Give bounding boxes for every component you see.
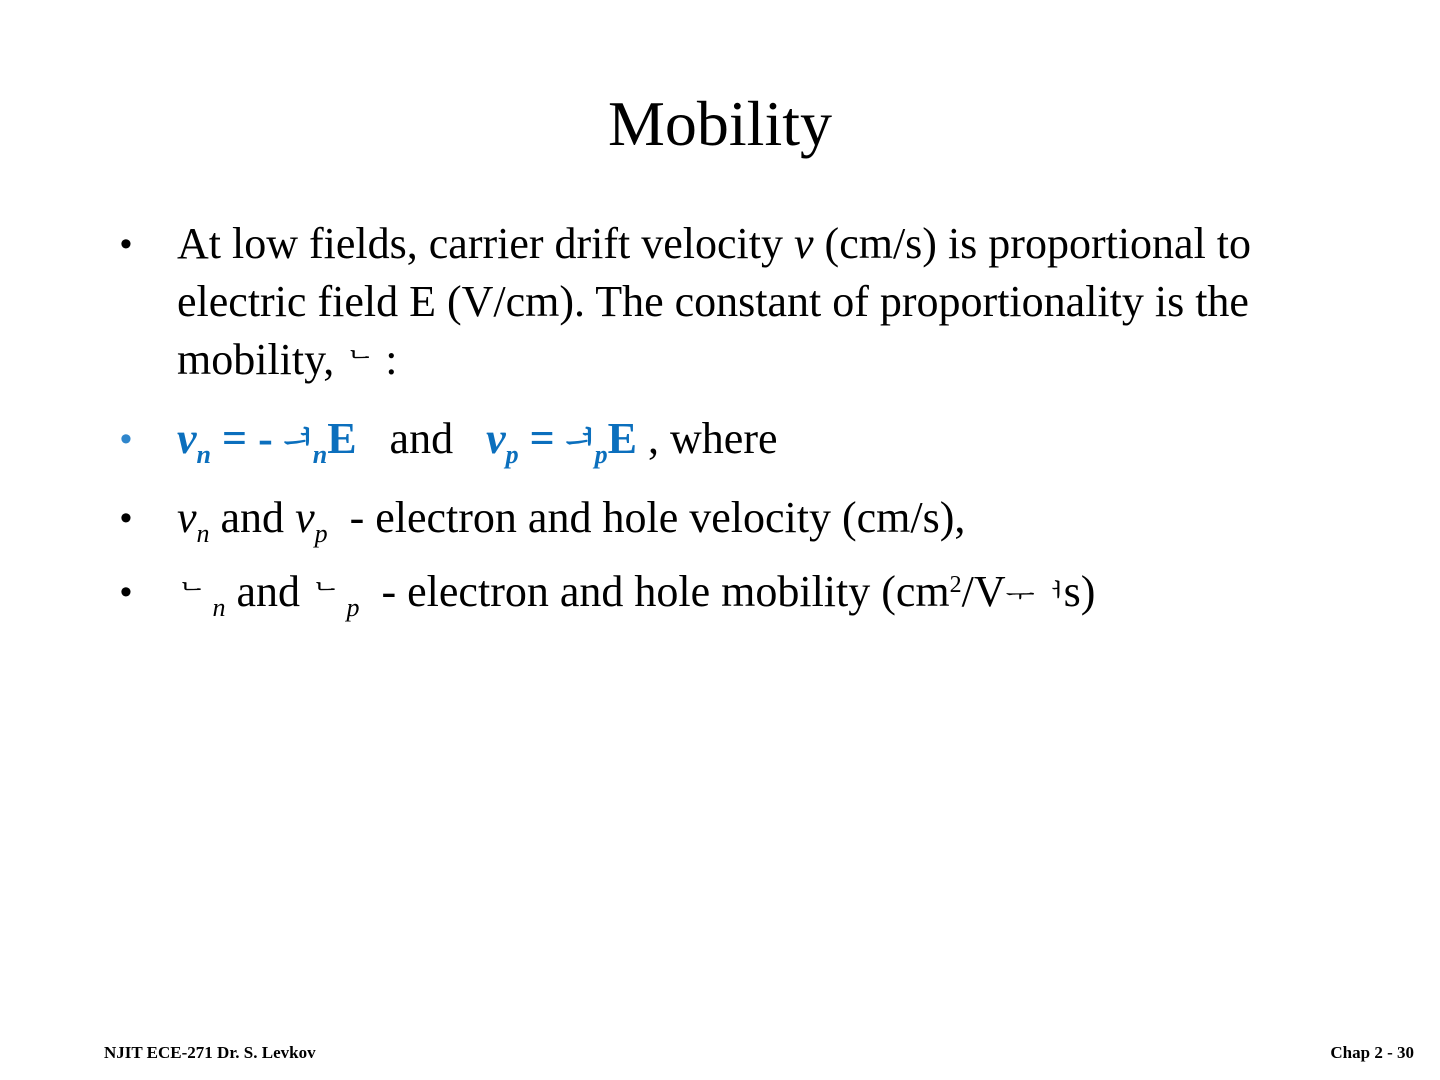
bullet-4 xyxy=(120,563,1320,626)
bullet-dot: • xyxy=(120,499,132,537)
vn-subscript: n xyxy=(196,440,211,469)
bullet-dot: • xyxy=(120,573,132,611)
equation-part: = - xyxy=(211,414,284,463)
units-superscript: 2 xyxy=(949,572,962,598)
bullet-1-text-a: At low fields, carrier drift velocity xyxy=(177,219,795,268)
bullet-list xyxy=(120,215,1320,642)
field-symbol: E xyxy=(327,414,357,463)
bullet-1-text-c: : xyxy=(374,335,398,384)
where-text: , where xyxy=(637,414,778,463)
vp-subscript: p xyxy=(314,519,328,548)
vp-symbol: v xyxy=(486,414,506,463)
bullet-2 xyxy=(120,410,1320,473)
mu-n-symbol: ᅳᅥ xyxy=(283,426,313,461)
footer-page-number: Chap 2 - 30 xyxy=(1330,1043,1414,1062)
and-text: and xyxy=(225,567,312,616)
mu-symbol: ᄂ xyxy=(345,347,375,382)
multiply-dot-symbol: ᅮᅥ xyxy=(1005,579,1064,614)
field-symbol: E xyxy=(607,414,638,463)
bullet-3 xyxy=(120,489,1320,547)
mu-p-subscript: p xyxy=(340,593,360,622)
mu-p-subscript: p xyxy=(594,440,608,469)
units-text: /V xyxy=(961,567,1006,616)
and-text: and xyxy=(356,414,487,463)
bullet-4-description: - electron and hole mobility (cm xyxy=(359,567,950,616)
bullet-dot: • xyxy=(120,225,132,263)
bullet-1-text-b: (cm/s) is proportional to electric field E (V/cm). The constant of proportionality is the mobility, xyxy=(177,219,1252,384)
velocity-symbol: v xyxy=(794,219,814,268)
vn-subscript: n xyxy=(196,519,210,548)
vp-symbol: v xyxy=(295,493,315,542)
mu-p-symbol: ᅳᅥ xyxy=(565,426,595,461)
bullet-dot: • xyxy=(120,420,132,458)
mu-n-subscript: n xyxy=(312,440,328,469)
units-text-end: s) xyxy=(1063,567,1096,616)
mu-n-symbol: ᄂ xyxy=(177,579,206,614)
bullet-3-description: - electron and hole velocity (cm/s), xyxy=(327,493,966,542)
vp-subscript: p xyxy=(505,440,519,469)
slide-title: Mobility xyxy=(607,88,833,159)
footer-author: NJIT ECE-271 Dr. S. Levkov xyxy=(104,1043,316,1062)
vn-symbol: v xyxy=(177,414,197,463)
and-text: and xyxy=(209,493,296,542)
mu-n-subscript: n xyxy=(205,593,226,622)
vn-symbol: v xyxy=(177,493,197,542)
mu-p-symbol: ᄂ xyxy=(311,579,340,614)
bullet-1 xyxy=(120,215,1320,394)
equation-part: = xyxy=(518,414,566,463)
